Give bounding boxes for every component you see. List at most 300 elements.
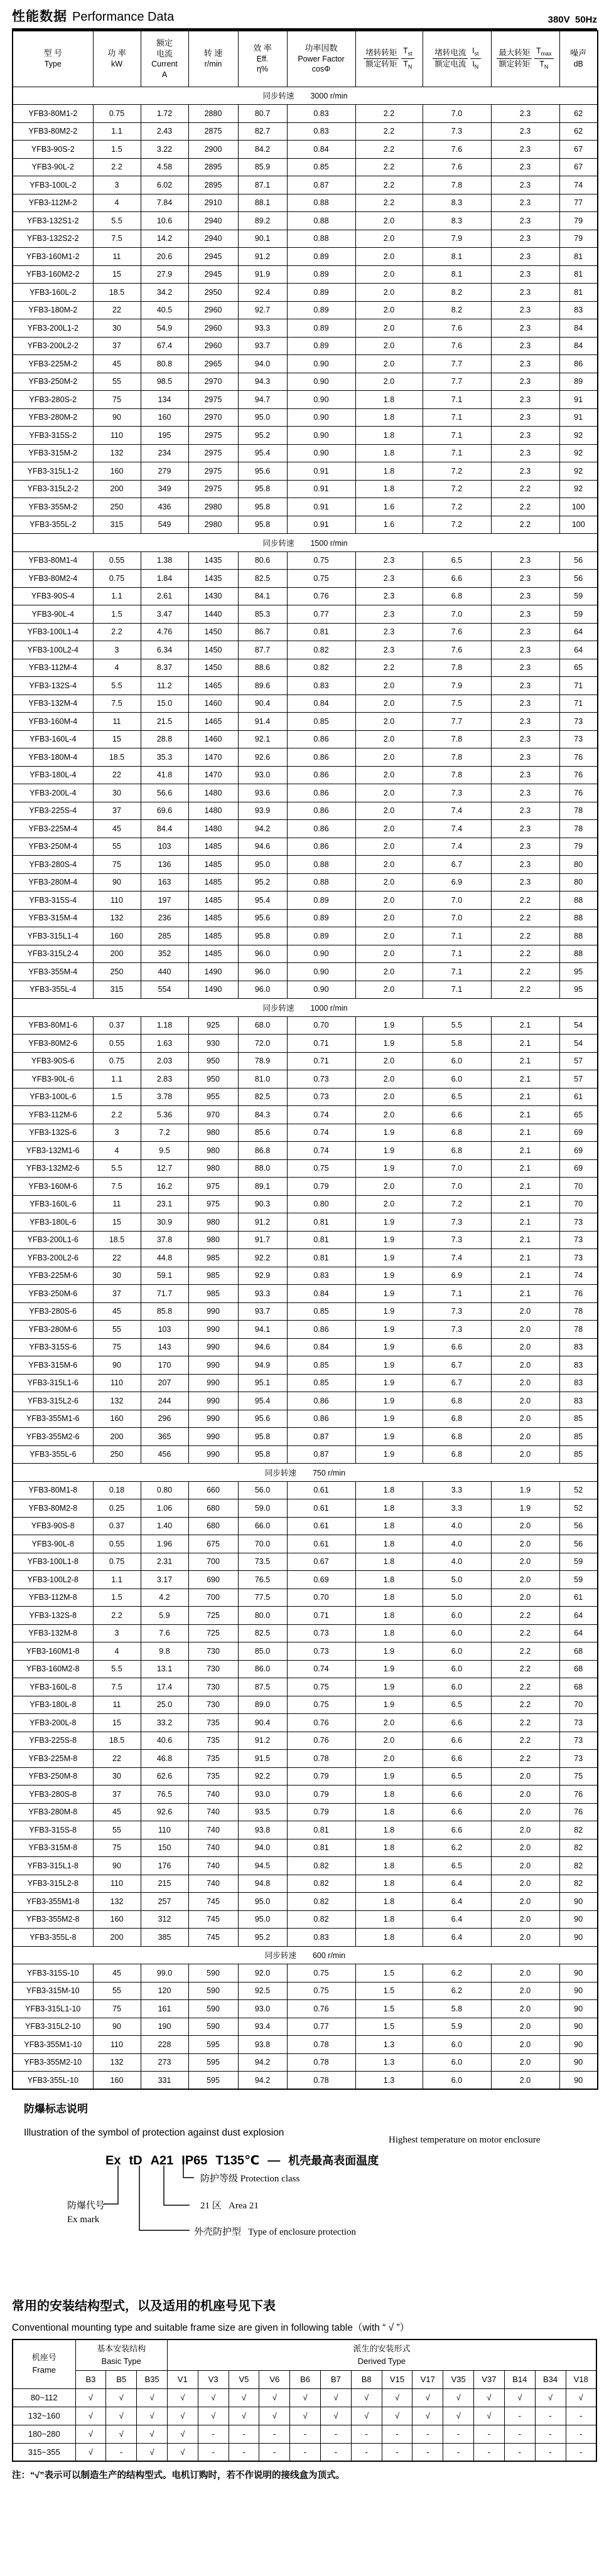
perf-value-cell: 7.2	[423, 1195, 491, 1213]
perf-value-cell: 7.0	[423, 891, 491, 910]
dash-cell: -	[198, 2443, 229, 2461]
perf-value-cell: 84.3	[238, 1106, 287, 1124]
perf-value-cell: 0.61	[287, 1481, 355, 1499]
perf-value-cell: 2.2	[355, 141, 423, 159]
perf-value-cell: 0.91	[287, 498, 355, 516]
perf-value-cell: 0.75	[287, 570, 355, 588]
perf-value-cell: 33.2	[141, 1714, 188, 1732]
perf-value-cell: 2.61	[141, 587, 188, 605]
perf-value-cell: 150	[141, 1839, 188, 1857]
tmax-symbol-fraction	[534, 47, 554, 71]
perf-value-cell: 975	[188, 1178, 238, 1196]
perf-value-cell: 94.2	[238, 2053, 287, 2072]
perf-value-cell: 2.2	[491, 1732, 559, 1750]
perf-value-cell: 2.2	[491, 1714, 559, 1732]
perf-value-cell: 95.0	[238, 408, 287, 427]
perf-value-cell: 160	[93, 2072, 141, 2090]
perf-value-cell: 1.8	[355, 391, 423, 409]
perf-row	[13, 677, 598, 695]
perf-value-cell: 2.3	[491, 873, 559, 891]
perf-value-cell: 549	[141, 516, 188, 534]
dash-cell: -	[229, 2425, 259, 2443]
perf-value-cell: 0.86	[287, 748, 355, 767]
perf-value-cell: 73	[559, 1213, 598, 1232]
perf-value-cell: 6.8	[423, 1445, 491, 1464]
perf-value-cell: 2.3	[355, 551, 423, 570]
perf-value-cell: 1.8	[355, 408, 423, 427]
check-mark-cell: √	[106, 2407, 137, 2425]
perf-row	[13, 856, 598, 874]
perf-value-cell: 0.81	[287, 623, 355, 641]
perf-value-cell: 35.3	[141, 748, 188, 767]
speed-section-row	[13, 999, 598, 1017]
motor-type-cell: YFB3-315L2-8	[13, 1875, 93, 1893]
perf-row	[13, 1553, 598, 1571]
perf-row	[13, 1052, 598, 1070]
motor-type-cell: YFB3-280S-4	[13, 856, 93, 874]
perf-value-cell: 1.8	[355, 1803, 423, 1821]
motor-type-cell: YFB3-250M-4	[13, 838, 93, 856]
perf-value-cell: 5.5	[93, 677, 141, 695]
perf-value-cell: 0.55	[93, 1535, 141, 1553]
perf-value-cell: 83	[559, 1338, 598, 1356]
perf-value-cell: 95.0	[238, 1910, 287, 1929]
perf-value-cell: 2.0	[355, 1178, 423, 1196]
perf-value-cell: 7.8	[423, 730, 491, 748]
motor-type-cell: YFB3-280M-4	[13, 873, 93, 891]
perf-value-cell: 2.0	[491, 1964, 559, 1983]
perf-value-cell: 7.5	[93, 695, 141, 713]
perf-value-cell: 91.7	[238, 1231, 287, 1249]
motor-type-cell: YFB3-250M-6	[13, 1285, 93, 1303]
perf-row	[13, 659, 598, 677]
perf-value-cell: 0.84	[287, 695, 355, 713]
perf-row	[13, 212, 598, 230]
perf-value-cell: 1.84	[141, 570, 188, 588]
perf-value-cell: 745	[188, 1893, 238, 1911]
perf-value-cell: 90	[559, 1982, 598, 2000]
perf-value-cell: 2.0	[491, 1786, 559, 1804]
perf-row	[13, 963, 598, 981]
perf-value-cell: 0.84	[287, 141, 355, 159]
perf-value-cell: 85	[559, 1410, 598, 1428]
check-mark-cell: √	[504, 2388, 535, 2407]
perf-value-cell: 0.83	[287, 1267, 355, 1285]
perf-value-cell: 1.9	[355, 1321, 423, 1339]
perf-value-cell: 985	[188, 1285, 238, 1303]
perf-value-cell: 76	[559, 784, 598, 802]
perf-value-cell: 2970	[188, 373, 238, 391]
perf-value-cell: 5.8	[423, 1035, 491, 1053]
perf-row	[13, 730, 598, 748]
perf-value-cell: 2.3	[491, 105, 559, 123]
check-mark-cell: √	[167, 2388, 198, 2407]
perf-value-cell: 1.9	[355, 1016, 423, 1035]
perf-value-cell: 76.5	[141, 1786, 188, 1804]
perf-value-cell: 985	[188, 1249, 238, 1267]
perf-value-cell: 85.0	[238, 1642, 287, 1661]
perf-value-cell: 52	[559, 1481, 598, 1499]
perf-value-cell: 82	[559, 1857, 598, 1875]
mount-col-v35: V35	[443, 2370, 474, 2388]
tmax-zh-denominator: 额定转矩	[499, 60, 531, 69]
perf-row	[13, 695, 598, 713]
perf-value-cell: 0.73	[287, 1070, 355, 1088]
perf-value-cell: 4.2	[141, 1589, 188, 1607]
perf-row	[13, 1535, 598, 1553]
perf-value-cell: 1.18	[141, 1016, 188, 1035]
perf-value-cell: 120	[141, 1982, 188, 2000]
perf-value-cell: 1.1	[93, 1070, 141, 1088]
perf-value-cell: 2.2	[491, 1642, 559, 1661]
perf-value-cell: 59	[559, 1571, 598, 1589]
mount-col-v1: V1	[167, 2370, 198, 2388]
perf-value-cell: 83	[559, 1356, 598, 1375]
perf-value-cell: 1490	[188, 963, 238, 981]
perf-value-cell: 1.9	[355, 1696, 423, 1714]
perf-row	[13, 927, 598, 945]
perf-value-cell: 4	[93, 194, 141, 212]
perf-row	[13, 391, 598, 409]
col-pf-unit: cosΦ	[311, 65, 331, 74]
page-title-zh: 性能数据	[12, 9, 67, 24]
perf-value-cell: 925	[188, 1016, 238, 1035]
motor-type-cell: YFB3-355M-2	[13, 498, 93, 516]
perf-value-cell: 160	[93, 1410, 141, 1428]
perf-value-cell: 78	[559, 820, 598, 838]
perf-value-cell: 2.3	[491, 730, 559, 748]
perf-value-cell: 88.0	[238, 1159, 287, 1178]
perf-value-cell: 740	[188, 1803, 238, 1821]
perf-value-cell: 6.6	[423, 1732, 491, 1750]
perf-value-cell: 93.0	[238, 766, 287, 784]
perf-value-cell: 1.72	[141, 105, 188, 123]
perf-value-cell: 2.3	[491, 748, 559, 767]
perf-value-cell: 0.55	[93, 551, 141, 570]
perf-value-cell: 1.9	[355, 1410, 423, 1428]
perf-value-cell: 0.88	[287, 212, 355, 230]
ist-symbol-fraction	[470, 47, 481, 71]
perf-value-cell: 980	[188, 1142, 238, 1160]
perf-value-cell: 7.6	[141, 1624, 188, 1642]
perf-value-cell: 735	[188, 1767, 238, 1786]
perf-value-cell: 6.9	[423, 1267, 491, 1285]
basic-type-header	[75, 2339, 167, 2370]
mount-col-b5: B5	[106, 2370, 137, 2388]
perf-value-cell: 1470	[188, 748, 238, 767]
motor-type-cell: YFB3-280S-2	[13, 391, 93, 409]
check-mark-cell: √	[474, 2388, 505, 2407]
perf-value-cell: 0.79	[287, 1178, 355, 1196]
perf-value-cell: 4	[93, 1642, 141, 1661]
perf-value-cell: 2.3	[491, 284, 559, 302]
perf-value-cell: 0.90	[287, 391, 355, 409]
perf-value-cell: 1450	[188, 623, 238, 641]
perf-value-cell: 7.2	[423, 462, 491, 481]
perf-value-cell: 4.76	[141, 623, 188, 641]
mount-col-v37: V37	[474, 2370, 505, 2388]
perf-value-cell: 0.70	[287, 1016, 355, 1035]
check-mark-cell: √	[290, 2388, 321, 2407]
perf-value-cell: 200	[93, 945, 141, 963]
motor-type-cell: YFB3-160L-4	[13, 730, 93, 748]
perf-value-cell: 2.0	[491, 1803, 559, 1821]
perf-value-cell: 3	[93, 1624, 141, 1642]
mount-col-v3: V3	[198, 2370, 229, 2388]
perf-value-cell: 73	[559, 1732, 598, 1750]
perf-value-cell: 2.0	[355, 784, 423, 802]
perf-value-cell: 6.6	[423, 570, 491, 588]
ist-zh-numerator: 堵转电流	[433, 49, 468, 60]
perf-value-cell: 71	[559, 695, 598, 713]
perf-value-cell: 56	[559, 551, 598, 570]
perf-value-cell: 0.77	[287, 2018, 355, 2036]
perf-value-cell: 93.3	[238, 1285, 287, 1303]
perf-value-cell: 950	[188, 1052, 238, 1070]
perf-value-cell: 73	[559, 1714, 598, 1732]
dash-cell: -	[566, 2425, 596, 2443]
perf-row	[13, 462, 598, 481]
perf-value-cell: 5.9	[423, 2018, 491, 2036]
perf-value-cell: 6.0	[423, 2036, 491, 2054]
perf-row	[13, 1607, 598, 1625]
perf-value-cell: 9.8	[141, 1642, 188, 1661]
motor-type-cell: YFB3-225M-8	[13, 1750, 93, 1768]
perf-value-cell: 7.4	[423, 838, 491, 856]
perf-row	[13, 1875, 598, 1893]
perf-value-cell: 2.0	[355, 1106, 423, 1124]
perf-value-cell: 95	[559, 963, 598, 981]
perf-value-cell: 1.9	[491, 1481, 559, 1499]
perf-value-cell: 8.3	[423, 194, 491, 212]
perf-value-cell: 65	[559, 1106, 598, 1124]
perf-row	[13, 141, 598, 159]
perf-value-cell: 2.3	[491, 427, 559, 445]
perf-value-cell: 725	[188, 1607, 238, 1625]
perf-value-cell: 0.82	[287, 1875, 355, 1893]
perf-value-cell: 385	[141, 1929, 188, 1947]
perf-value-cell: 22	[93, 766, 141, 784]
perf-row	[13, 784, 598, 802]
motor-type-cell: YFB3-315S-10	[13, 1964, 93, 1983]
frame-range-cell: 180~280	[13, 2425, 75, 2443]
perf-row	[13, 1660, 598, 1678]
dash-cell: -	[351, 2443, 382, 2461]
perf-value-cell: 75	[93, 856, 141, 874]
perf-value-cell: 7.5	[93, 230, 141, 248]
perf-value-cell: 2975	[188, 391, 238, 409]
perf-value-cell: 22	[93, 301, 141, 319]
perf-value-cell: 14.2	[141, 230, 188, 248]
ex-symbol: Ex	[105, 2154, 121, 2168]
perf-value-cell: 436	[141, 498, 188, 516]
perf-value-cell: 7.2	[423, 498, 491, 516]
perf-value-cell: 2.1	[491, 1142, 559, 1160]
perf-value-cell: 735	[188, 1714, 238, 1732]
column-header-tst-tn	[355, 31, 423, 87]
mount-row	[13, 2388, 596, 2407]
perf-value-cell: 132	[93, 909, 141, 927]
perf-value-cell: 79	[559, 838, 598, 856]
check-mark-cell: √	[474, 2407, 505, 2425]
perf-value-cell: 1485	[188, 945, 238, 963]
perf-row	[13, 2036, 598, 2054]
perf-value-cell: 5.9	[141, 1607, 188, 1625]
perf-value-cell: 95.8	[238, 1428, 287, 1446]
perf-value-cell: 73.5	[238, 1553, 287, 1571]
motor-type-cell: YFB3-112M-6	[13, 1106, 93, 1124]
perf-value-cell: 0.75	[287, 1159, 355, 1178]
perf-value-cell: 92.6	[238, 748, 287, 767]
dash-cell: -	[504, 2407, 535, 2425]
perf-value-cell: 88	[559, 945, 598, 963]
perf-value-cell: 7.3	[423, 1213, 491, 1232]
perf-value-cell: 2.1	[491, 1178, 559, 1196]
perf-value-cell: 46.8	[141, 1750, 188, 1768]
tst-symbol-fraction	[401, 47, 414, 71]
perf-value-cell: 1.1	[93, 587, 141, 605]
tmax-symbol-numerator: $T_{max}$	[534, 47, 554, 59]
perf-value-cell: 331	[141, 2072, 188, 2090]
perf-value-cell: 3.17	[141, 1571, 188, 1589]
perf-value-cell: 0.89	[287, 284, 355, 302]
perf-value-cell: 5.8	[423, 2000, 491, 2018]
motor-type-cell: YFB3-160L-6	[13, 1195, 93, 1213]
speed-section-label: 同步转速 600 r/min	[13, 1946, 598, 1964]
perf-value-cell: 2.0	[355, 1088, 423, 1106]
motor-type-cell: YFB3-225S-4	[13, 802, 93, 820]
perf-value-cell: 2.3	[491, 784, 559, 802]
perf-value-cell: 160	[93, 462, 141, 481]
mount-col-b7: B7	[321, 2370, 352, 2388]
perf-value-cell: 1.9	[355, 1338, 423, 1356]
perf-value-cell: 7.6	[423, 641, 491, 659]
motor-type-cell: YFB3-315L2-6	[13, 1392, 93, 1410]
perf-value-cell: 7.2	[141, 1124, 188, 1142]
perf-value-cell: 81	[559, 265, 598, 284]
speed-section-row	[13, 534, 598, 552]
perf-value-cell: 6.0	[423, 1642, 491, 1661]
perf-value-cell: 55	[93, 1321, 141, 1339]
perf-value-cell: 1.9	[491, 1499, 559, 1518]
perf-value-cell: 2.0	[491, 1392, 559, 1410]
perf-value-cell: 4.0	[423, 1553, 491, 1571]
perf-value-cell: 20.6	[141, 248, 188, 266]
perf-value-cell: 7.4	[423, 1249, 491, 1267]
perf-value-cell: 95.2	[238, 427, 287, 445]
perf-value-cell: 92.5	[238, 1982, 287, 2000]
perf-value-cell: 1.8	[355, 1481, 423, 1499]
perf-value-cell: 68	[559, 1660, 598, 1678]
perf-value-cell: 0.25	[93, 1499, 141, 1518]
perf-value-cell: 195	[141, 427, 188, 445]
perf-value-cell: 18.5	[93, 1732, 141, 1750]
perf-row	[13, 1035, 598, 1053]
perf-value-cell: 5.5	[93, 1660, 141, 1678]
perf-value-cell: 1.9	[355, 1767, 423, 1786]
perf-value-cell: 1.8	[355, 1857, 423, 1875]
perf-value-cell: 71	[559, 677, 598, 695]
perf-value-cell: 95.0	[238, 1893, 287, 1911]
perf-value-cell: 160	[93, 1910, 141, 1929]
perf-value-cell: 0.86	[287, 1321, 355, 1339]
perf-value-cell: 88	[559, 909, 598, 927]
perf-value-cell: 0.90	[287, 427, 355, 445]
perf-value-cell: 6.0	[423, 1678, 491, 1696]
perf-value-cell: 45	[93, 1803, 141, 1821]
speed-section-row	[13, 87, 598, 105]
perf-value-cell: 0.90	[287, 981, 355, 999]
perf-value-cell: 2.0	[355, 820, 423, 838]
perf-value-cell: 93.8	[238, 2036, 287, 2054]
perf-value-cell: 0.89	[287, 301, 355, 319]
perf-value-cell: 73	[559, 1249, 598, 1267]
perf-value-cell: 77.5	[238, 1589, 287, 1607]
perf-value-cell: 0.74	[287, 1660, 355, 1678]
dash-cell: -	[321, 2425, 352, 2443]
perf-value-cell: 0.89	[287, 265, 355, 284]
col-speed-zh: 转 速	[203, 48, 223, 58]
perf-value-cell: 2.0	[491, 1338, 559, 1356]
motor-type-cell: YFB3-90S-8	[13, 1517, 93, 1535]
perf-value-cell: 2.3	[491, 122, 559, 141]
tst-zh-fraction	[364, 49, 399, 70]
dash-cell: -	[474, 2425, 505, 2443]
perf-value-cell: 2.1	[491, 1106, 559, 1124]
perf-value-cell: 59	[559, 605, 598, 624]
perf-value-cell: 0.76	[287, 587, 355, 605]
perf-value-cell: 1.8	[355, 1786, 423, 1804]
perf-value-cell: 2.0	[355, 265, 423, 284]
perf-value-cell: 1.8	[355, 1821, 423, 1839]
perf-value-cell: 2.3	[491, 141, 559, 159]
motor-type-cell: YFB3-160M2-8	[13, 1660, 93, 1678]
perf-value-cell: 7.7	[423, 373, 491, 391]
perf-row	[13, 1893, 598, 1911]
perf-value-cell: 1.8	[355, 1571, 423, 1589]
perf-value-cell: 78.9	[238, 1052, 287, 1070]
motor-type-cell: YFB3-90L-2	[13, 158, 93, 176]
check-mark-cell: √	[321, 2388, 352, 2407]
perf-value-cell: 2.3	[491, 551, 559, 570]
perf-value-cell: 95.4	[238, 444, 287, 462]
perf-value-cell: 2.0	[355, 695, 423, 713]
perf-value-cell: 1480	[188, 784, 238, 802]
perf-value-cell: 160	[141, 408, 188, 427]
perf-value-cell: 2.3	[491, 444, 559, 462]
perf-value-cell: 2.0	[355, 748, 423, 767]
motor-type-cell: YFB3-315M-10	[13, 1982, 93, 2000]
perf-value-cell: 75	[93, 2000, 141, 2018]
perf-row	[13, 1696, 598, 1714]
perf-value-cell: 0.87	[287, 176, 355, 194]
perf-value-cell: 6.0	[423, 1607, 491, 1625]
perf-value-cell: 2.3	[491, 319, 559, 338]
perf-value-cell: 0.87	[287, 1428, 355, 1446]
mount-row	[13, 2443, 596, 2461]
perf-row	[13, 2000, 598, 2018]
perf-value-cell: 2.0	[491, 1445, 559, 1464]
perf-value-cell: 2.0	[355, 1750, 423, 1768]
mount-col-b6: B6	[290, 2370, 321, 2388]
perf-value-cell: 730	[188, 1678, 238, 1696]
perf-value-cell: 69	[559, 1142, 598, 1160]
dash-cell: -	[259, 2425, 290, 2443]
perf-value-cell: 0.78	[287, 2053, 355, 2072]
motor-type-cell: YFB3-80M1-6	[13, 1016, 93, 1035]
perf-value-cell: 72.0	[238, 1035, 287, 1053]
column-header-power	[93, 31, 141, 87]
